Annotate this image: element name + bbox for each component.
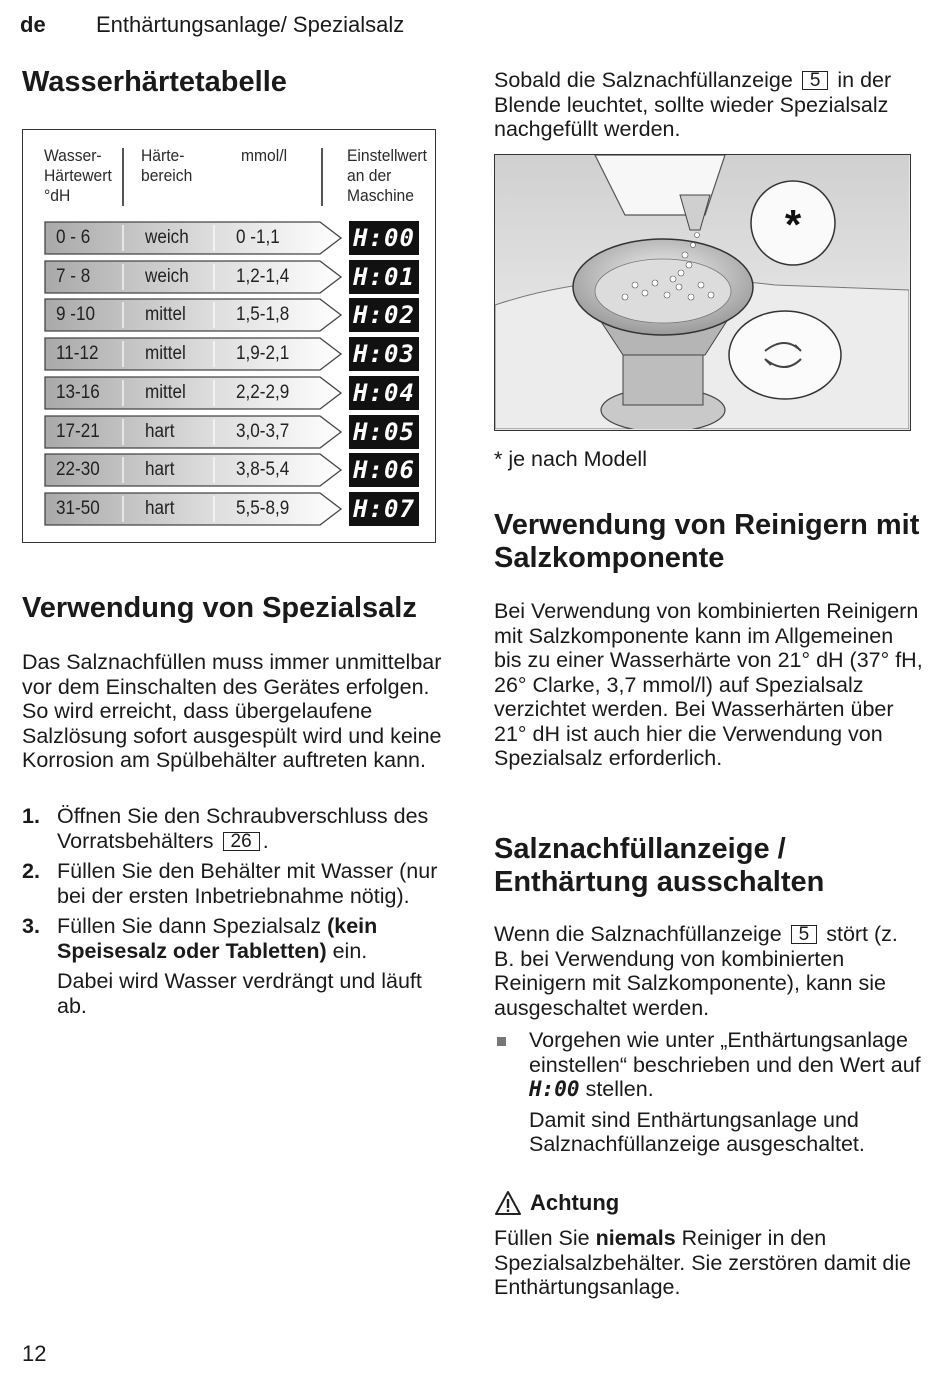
hardness-mmol: 3,0-3,7	[236, 421, 290, 442]
bullet-note: Damit sind Enthärtungsanlage und Salznachfüllanzeige ausgeschaltet.	[529, 1107, 865, 1156]
salt-funnel-illustration	[494, 154, 911, 431]
cleaner-heading: Verwendung von Reinigern mit Salzkomponente	[494, 509, 920, 574]
table-heading: Wasserhärtetabelle	[22, 66, 287, 98]
section-title: Enthärtungsanlage/ Spezialsalz	[96, 12, 405, 37]
hardness-dh: 11-12	[56, 343, 99, 364]
step-text: ein.	[326, 938, 368, 963]
salt-intro: Das Salznachfüllen muss immer unmittelbar vor dem Einschalten des Gerätes erfolgen. So wird erreicht, dass übergelaufene Salzlösung sofort ausgespült wird und keine Korrosion am Spülbehälter auftreten kann.	[22, 650, 442, 772]
lcd-value: H:00	[529, 1077, 580, 1101]
bullet-item	[494, 1028, 929, 1157]
text: Vorgehen wie unter „Enthärtungsanlage einstellen“ beschrieben und den Wert auf	[529, 1028, 921, 1077]
refill-intro	[494, 68, 924, 142]
hardness-dh: 22-30	[56, 459, 100, 480]
hardness-dh: 17-21	[56, 421, 100, 442]
hardness-range: hart	[145, 498, 175, 519]
table-row	[44, 337, 340, 371]
bullet-marker	[497, 1037, 506, 1046]
text: Achtung	[530, 1190, 620, 1215]
hardness-range: hart	[145, 421, 175, 442]
table-row	[44, 415, 340, 449]
table-row	[44, 453, 340, 487]
hardness-mmol: 5,5-8,9	[236, 498, 290, 519]
step-number: 2.	[22, 859, 40, 883]
col-header-mmol: mmol/l	[241, 146, 288, 165]
col-header-setting: Einstellwert an der Maschine	[347, 146, 427, 205]
table-row	[44, 298, 340, 332]
hardness-mmol: 1,2-1,4	[236, 266, 290, 287]
hardness-dh: 31-50	[56, 498, 100, 519]
machine-setting-display: H:07	[349, 492, 419, 526]
reference-number: 5	[802, 71, 829, 90]
hardness-range: weich	[145, 266, 189, 287]
warning-icon	[494, 1190, 522, 1216]
hardness-mmol: 0 -1,1	[236, 227, 280, 248]
step-bold: (kein Speisesalz oder Tabletten)	[57, 914, 378, 963]
step-text: Füllen Sie dann Spezialsalz	[57, 914, 328, 938]
step-text: Füllen Sie den Behälter mit Wasser (nur bei der ersten Inbetriebnahme nötig).	[57, 859, 438, 908]
text: Sobald die Salznachfüllanzeige	[494, 68, 793, 92]
hardness-mmol: 3,8-5,4	[236, 459, 290, 480]
table-row	[44, 221, 340, 255]
col-divider	[321, 148, 323, 206]
text-bold: niemals	[595, 1226, 676, 1250]
hardness-mmol: 1,5-1,8	[236, 304, 290, 325]
table-row	[44, 260, 340, 294]
machine-setting-display: H:03	[349, 337, 419, 371]
disable-heading: Salznachfüllanzeige / Enthärtung ausschalten	[494, 833, 825, 898]
col-header-range: Härte- bereich	[141, 146, 193, 185]
machine-setting-display: H:06	[349, 453, 419, 487]
machine-setting-display: H:01	[349, 260, 419, 294]
text: in der Blende leuchtet, sollte wieder Spezialsalz nachgefüllt werden.	[494, 68, 892, 141]
language-code: de	[20, 12, 46, 37]
col-header-dh: Wasser- Härtewert °dH	[44, 146, 112, 205]
text: Füllen Sie	[494, 1226, 596, 1250]
hardness-range: weich	[145, 227, 189, 248]
col-divider	[122, 148, 124, 206]
warning-title	[494, 1190, 619, 1216]
footnote: * je nach Modell	[494, 447, 647, 471]
text: Reiniger in den Spezialsalzbehälter. Sie zerstören damit die Enthärtungsanlage.	[494, 1226, 912, 1299]
step-number: 1.	[22, 804, 40, 828]
funnel-drawing	[495, 155, 909, 429]
reference-number: 5	[791, 925, 818, 944]
machine-setting-display: H:00	[349, 221, 419, 255]
text: stört (z. B. bei Verwendung von kombinierten Reinigern mit Salzkomponente), kann sie ausgeschaltet werden.	[494, 922, 898, 1020]
step-note: Dabei wird Wasser verdrängt und läuft ab.	[57, 969, 422, 1018]
salt-steps	[22, 804, 442, 1024]
hardness-dh: 7 - 8	[56, 266, 91, 287]
hardness-dh: 13-16	[56, 382, 100, 403]
hardness-mmol: 2,2-2,9	[236, 382, 290, 403]
hardness-range: mittel	[145, 343, 186, 364]
step-item	[22, 914, 442, 1018]
hardness-range: mittel	[145, 304, 186, 325]
reference-number: 26	[223, 832, 260, 851]
figure-star: *	[784, 201, 802, 248]
step-item	[22, 804, 442, 853]
step-number: 3.	[22, 914, 40, 938]
machine-setting-display: H:05	[349, 415, 419, 449]
machine-setting-display: H:02	[349, 298, 419, 332]
hardness-range: hart	[145, 459, 175, 480]
step-item	[22, 859, 442, 908]
hardness-dh: 0 - 6	[56, 227, 91, 248]
text: stellen.	[585, 1077, 654, 1101]
disable-text	[494, 922, 924, 1020]
step-text: Öffnen Sie den Schraubverschluss des Vorratsbehälters	[57, 804, 429, 853]
salt-heading: Verwendung von Spezialsalz	[22, 592, 417, 624]
text: Wenn die Salznachfüllanzeige	[494, 922, 782, 946]
machine-setting-display: H:04	[349, 376, 419, 410]
page-number: 12	[22, 1341, 47, 1366]
hardness-mmol: 1,9-2,1	[236, 343, 290, 364]
table-row	[44, 376, 340, 410]
cleaner-text: Bei Verwendung von kombinierten Reinigern mit Salzkomponente kann im Allgemeinen bis zu einer Wasserhärte von 21° dH (37° fH, 26° Clarke, 3,7 mmol/l) auf Spezialsalz verzichtet werden. Bei Wasserhärten über 21° dH ist auch hier die Verwendung von Spezialsalz erforderlich.	[494, 599, 923, 770]
step-tail: .	[262, 828, 269, 853]
hardness-range: mittel	[145, 382, 186, 403]
hardness-dh: 9 -10	[56, 304, 95, 325]
table-row	[44, 492, 340, 526]
warning-text	[494, 1226, 924, 1300]
